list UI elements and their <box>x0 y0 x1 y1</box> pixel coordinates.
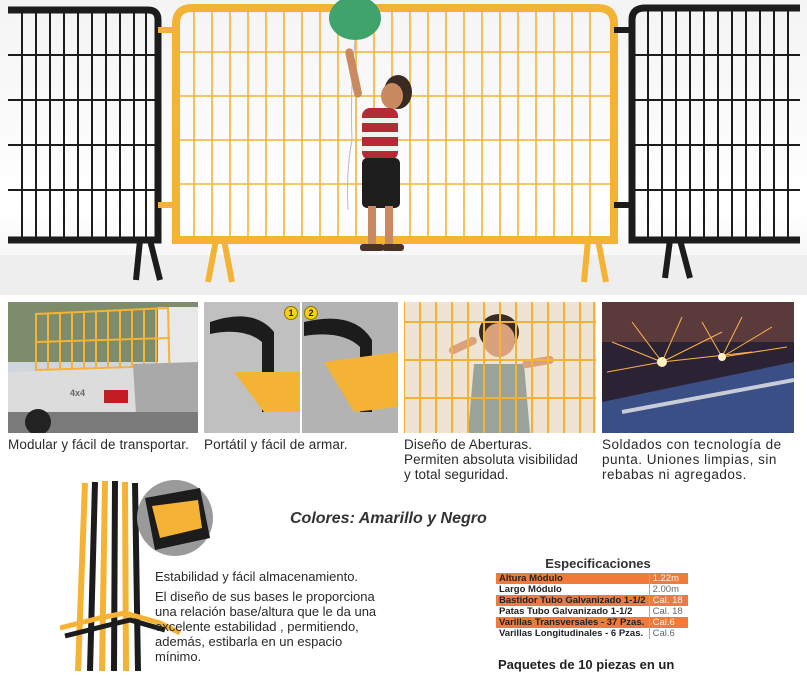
spec-row <box>496 617 688 628</box>
spec-label: Varillas Transversales - 37 Pzas. <box>496 617 649 628</box>
spec-row <box>496 606 688 617</box>
black-barricade-left <box>8 10 160 280</box>
stability-heading: Estabilidad y fácil almacenamiento. <box>155 569 359 584</box>
caption-soldados-line: Soldados con tecnología de <box>602 437 782 452</box>
spec-value: Cal. 18 <box>649 606 688 617</box>
spec-label: Largo Módulo <box>499 584 562 595</box>
visibility-photo <box>404 302 596 433</box>
caption-portatil: Portátil y fácil de armar. <box>204 437 348 452</box>
spec-row <box>496 573 688 584</box>
truck-photo <box>8 302 198 433</box>
caption-modular: Modular y fácil de transportar. <box>8 437 189 452</box>
stability-line: excelente estabilidad , permitiendo, <box>155 619 359 634</box>
spec-value: 1.22m <box>649 573 688 584</box>
stability-line: mínimo. <box>155 649 202 664</box>
spec-row <box>496 584 688 595</box>
spec-row <box>496 628 688 639</box>
caption-aberturas-line: y total seguridad. <box>404 467 509 482</box>
stability-line: El diseño de sus bases le proporciona <box>155 589 375 604</box>
caption-aberturas-line: Diseño de Aberturas. <box>404 437 533 452</box>
caption-soldados-line: rebabas ni agregados. <box>602 467 747 482</box>
spec-row <box>496 595 688 606</box>
barricade-hero-illustration <box>0 0 807 295</box>
spec-label: Varillas Longitudinales - 6 Pzas. <box>499 628 644 639</box>
step-badge-1: 1 <box>284 306 298 320</box>
caption-aberturas-line: Permiten absoluta visibilidad <box>404 452 578 467</box>
assembly-photo <box>204 302 398 433</box>
welding-photo <box>602 302 794 433</box>
spec-value: Cal.6 <box>649 617 688 628</box>
spec-value: 2.00m <box>649 584 688 595</box>
caption-aberturas <box>404 437 578 482</box>
colors-title: Colores: Amarillo y Negro <box>290 510 487 527</box>
specs-table <box>496 573 688 639</box>
step-badge-2: 2 <box>304 306 318 320</box>
spec-label: Bastidor Tubo Galvanizado 1-1/2 <box>496 595 649 606</box>
caption-soldados <box>602 437 782 482</box>
child-figure <box>345 48 412 251</box>
specs-title: Especificaciones <box>545 556 651 571</box>
package-note: Paquetes de 10 piezas en un <box>498 657 675 672</box>
black-barricade-right <box>614 8 800 278</box>
stability-description <box>155 589 376 664</box>
caption-soldados-line: punta. Uniones limpias, sin <box>602 452 777 467</box>
spec-label: Patas Tubo Galvanizado 1-1/2 <box>499 606 633 617</box>
spec-value: Cal.6 <box>649 628 688 639</box>
spec-value: Cal. 18 <box>649 595 688 606</box>
stability-line: además, estibarla en un espacio <box>155 634 343 649</box>
truck-badge: 4x4 <box>70 388 86 398</box>
spec-label: Altura Módulo <box>496 573 649 584</box>
hero-photo <box>0 0 807 295</box>
stability-line: una relación base/altura que le da una <box>155 604 377 619</box>
